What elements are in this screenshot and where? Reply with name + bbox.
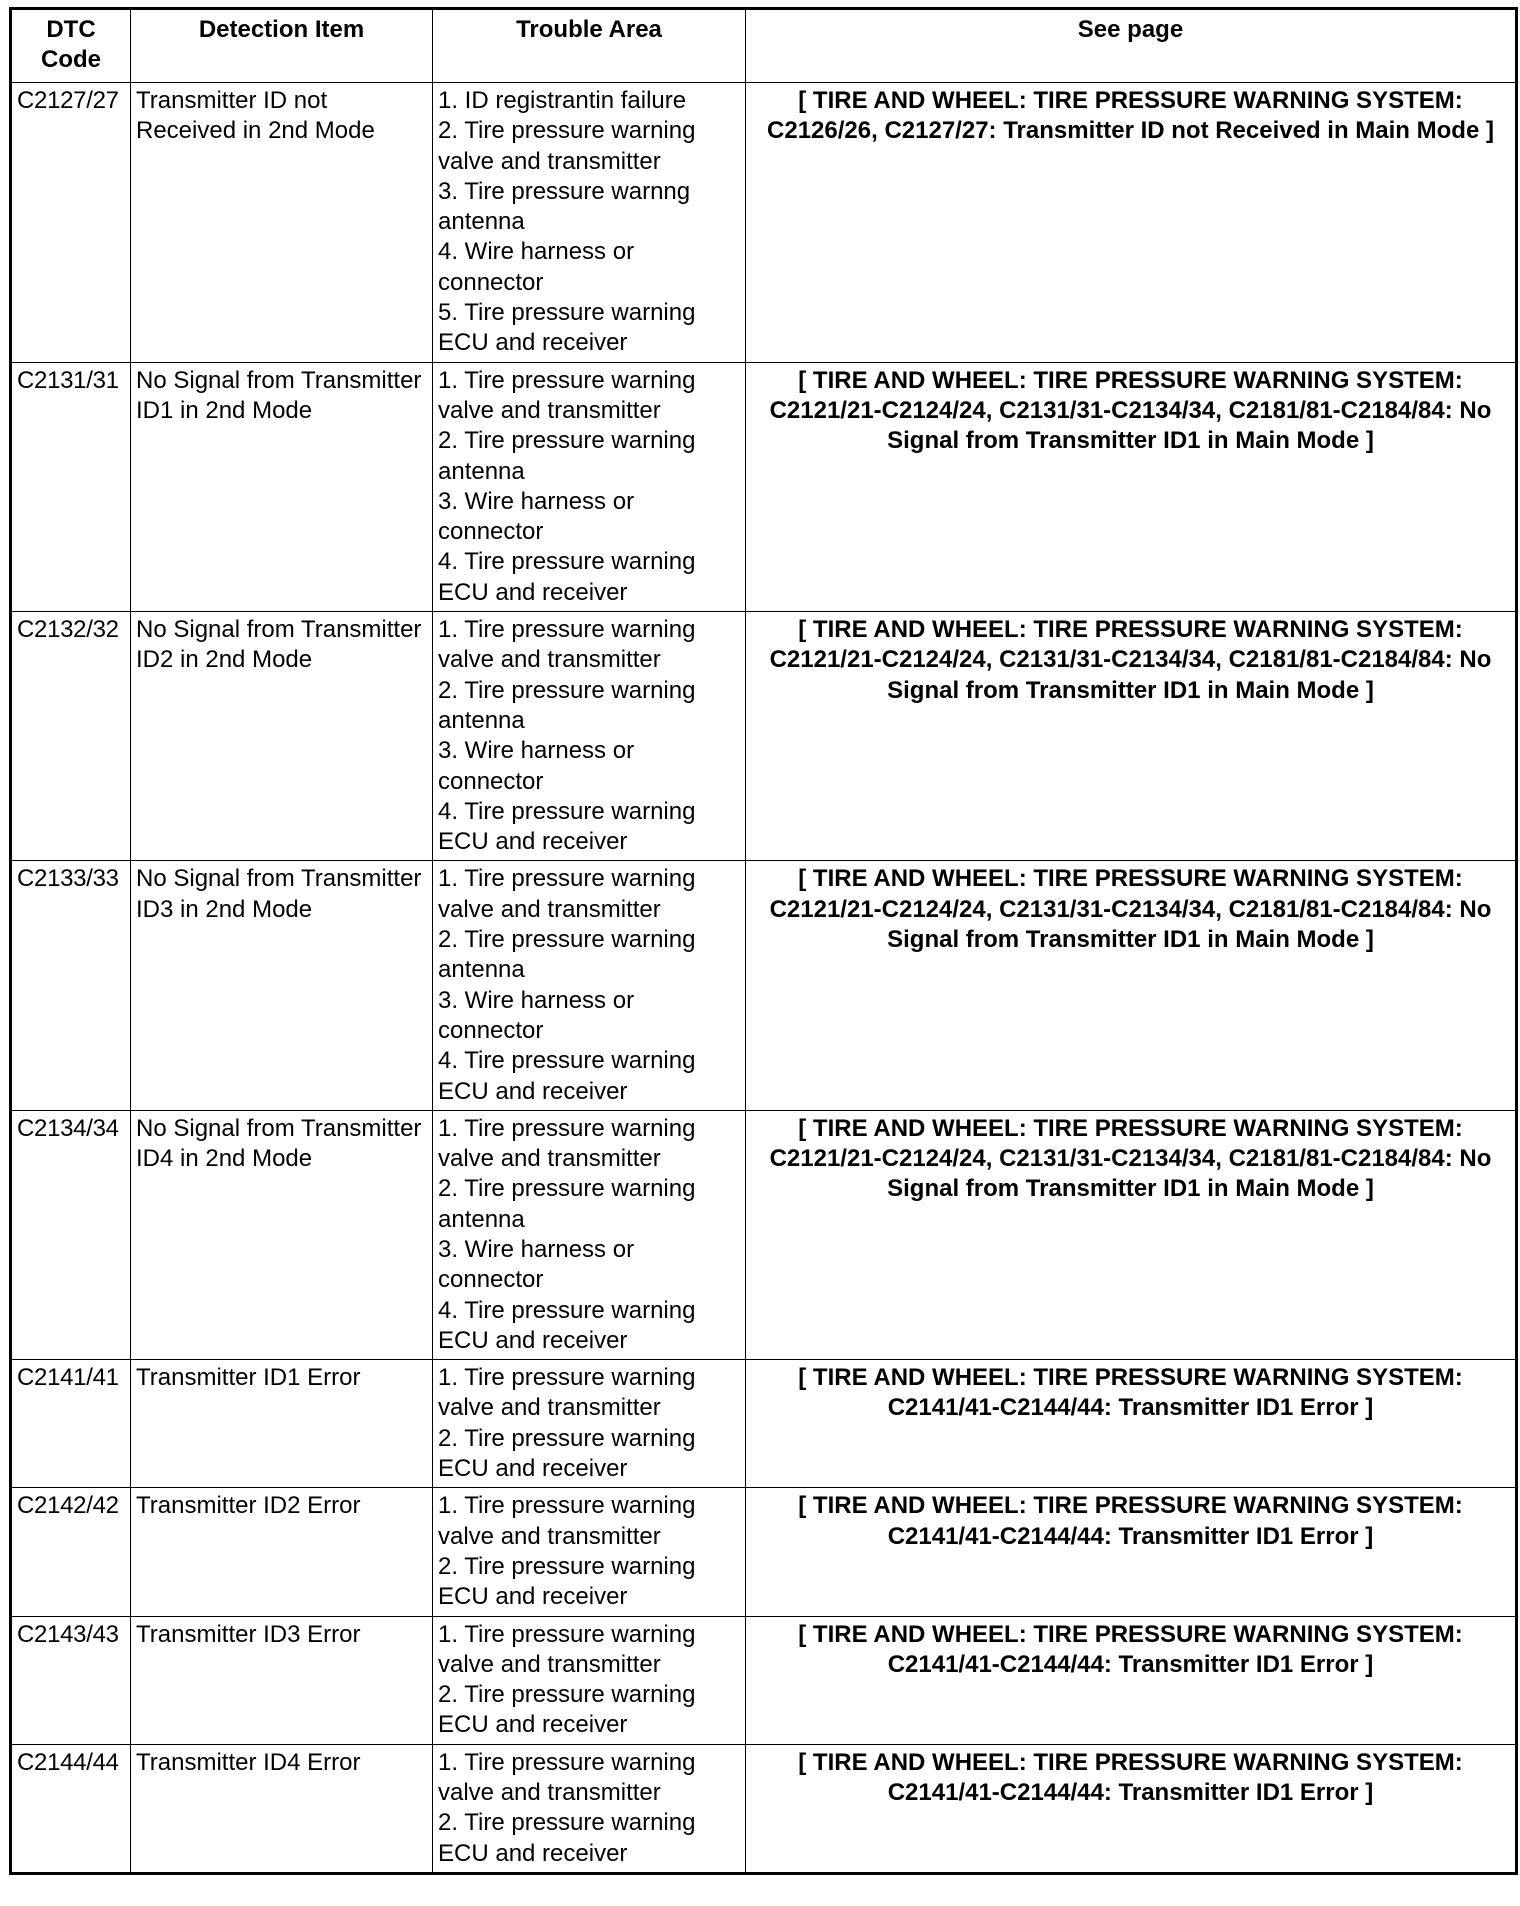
trouble-area-cell [433, 1360, 746, 1488]
trouble-area-item: 4. Tire pressure warning ECU and receiver [438, 548, 696, 606]
detection-item-cell: Transmitter ID1 Error [131, 1360, 433, 1488]
header-trouble-area: Trouble Area [433, 9, 746, 83]
trouble-area-cell [433, 1488, 746, 1616]
trouble-area-item: 1. Tire pressure warning valve and transmitter [438, 1620, 696, 1678]
detection-item-cell: No Signal from Transmitter ID3 in 2nd Mode [131, 861, 433, 1110]
trouble-area-cell [433, 1744, 746, 1873]
table-row [11, 362, 1517, 611]
dtc-code-cell: C2132/32 [11, 612, 131, 861]
dtc-code-cell: C2127/27 [11, 83, 131, 363]
dtc-code-cell: C2142/42 [11, 1488, 131, 1616]
header-detection-item: Detection Item [131, 9, 433, 83]
trouble-area-item: 1. Tire pressure warning valve and transmitter [438, 1492, 696, 1550]
trouble-area-item: 5. Tire pressure warning ECU and receiver [438, 299, 696, 357]
trouble-area-item: 2. Tire pressure warning valve and transmitter [438, 117, 696, 175]
table-row [11, 1360, 1517, 1488]
trouble-area-item: 2. Tire pressure warning antenna [438, 1175, 696, 1233]
table-row [11, 1110, 1517, 1359]
see-page-link[interactable]: [ TIRE AND WHEEL: TIRE PRESSURE WARNING SYSTEM: C2121/21-C2124/24, C2131/31-C2134/34, C2181/81-C2184/84: No Signal from Transmitter ID1 in Main Mode ] [746, 362, 1517, 611]
detection-item-cell: Transmitter ID3 Error [131, 1616, 433, 1744]
see-page-link[interactable]: [ TIRE AND WHEEL: TIRE PRESSURE WARNING SYSTEM: C2141/41-C2144/44: Transmitter ID1 Error ] [746, 1488, 1517, 1616]
table-body [11, 83, 1517, 1874]
trouble-area-item: 4. Tire pressure warning ECU and receiver [438, 1296, 696, 1354]
trouble-area-item: 4. Tire pressure warning ECU and receiver [438, 797, 696, 856]
trouble-area-item: 2. Tire pressure warning ECU and receiver [438, 1681, 696, 1739]
dtc-code-cell: C2141/41 [11, 1360, 131, 1488]
detection-item-cell: No Signal from Transmitter ID2 in 2nd Mode [131, 612, 433, 861]
header-dtc-code: DTC Code [11, 9, 131, 83]
see-page-link[interactable]: [ TIRE AND WHEEL: TIRE PRESSURE WARNING SYSTEM: C2121/21-C2124/24, C2131/31-C2134/34, C2181/81-C2184/84: No Signal from Transmitter ID1 in Main Mode ] [746, 1110, 1517, 1359]
dtc-table [9, 7, 1518, 1875]
trouble-area-item: 1. Tire pressure warning valve and transmitter [438, 1114, 696, 1173]
table-header-row [11, 9, 1517, 83]
see-page-link[interactable]: [ TIRE AND WHEEL: TIRE PRESSURE WARNING SYSTEM: C2121/21-C2124/24, C2131/31-C2134/34, C2181/81-C2184/84: No Signal from Transmitter ID1 in Main Mode ] [746, 612, 1517, 861]
trouble-area-item: 4. Tire pressure warning ECU and receiver [438, 1047, 696, 1105]
trouble-area-cell [433, 83, 746, 363]
trouble-area-cell [433, 612, 746, 861]
dtc-code-cell: C2143/43 [11, 1616, 131, 1744]
trouble-area-item: 1. Tire pressure warning valve and transmitter [438, 1748, 696, 1807]
table-row [11, 83, 1517, 363]
dtc-code-cell: C2131/31 [11, 362, 131, 611]
dtc-code-cell: C2133/33 [11, 861, 131, 1110]
trouble-area-cell [433, 1616, 746, 1744]
trouble-area-item: 2. Tire pressure warning antenna [438, 676, 696, 734]
see-page-link[interactable]: [ TIRE AND WHEEL: TIRE PRESSURE WARNING SYSTEM: C2141/41-C2144/44: Transmitter ID1 Error ] [746, 1744, 1517, 1873]
table-row [11, 612, 1517, 861]
trouble-area-item: 2. Tire pressure warning ECU and receiver [438, 1809, 696, 1867]
trouble-area-item: 3. Wire harness or connector [438, 487, 635, 546]
trouble-area-item: 1. Tire pressure warning valve and transmitter [438, 616, 696, 674]
detection-item-cell: Transmitter ID not Received in 2nd Mode [131, 83, 433, 363]
trouble-area-item: 3. Wire harness or connector [438, 737, 635, 795]
see-page-link[interactable]: [ TIRE AND WHEEL: TIRE PRESSURE WARNING SYSTEM: C2141/41-C2144/44: Transmitter ID1 Error ] [746, 1360, 1517, 1488]
see-page-link[interactable]: [ TIRE AND WHEEL: TIRE PRESSURE WARNING SYSTEM: C2141/41-C2144/44: Transmitter ID1 Error ] [746, 1616, 1517, 1744]
trouble-area-item: 1. Tire pressure warning valve and transmitter [438, 366, 696, 424]
trouble-area-item: 2. Tire pressure warning ECU and receiver [438, 1552, 696, 1611]
trouble-area-item: 2. Tire pressure warning ECU and receiver [438, 1424, 696, 1483]
detection-item-cell: Transmitter ID4 Error [131, 1744, 433, 1873]
dtc-code-cell: C2144/44 [11, 1744, 131, 1873]
trouble-area-item: 3. Wire harness or connector [438, 1235, 635, 1294]
trouble-area-item: 3. Tire pressure warnng antenna [438, 177, 691, 236]
trouble-area-item: 2. Tire pressure warning antenna [438, 926, 696, 984]
trouble-area-cell [433, 1110, 746, 1359]
dtc-code-cell: C2134/34 [11, 1110, 131, 1359]
trouble-area-item: 2. Tire pressure warning antenna [438, 427, 696, 485]
trouble-area-item: 3. Wire harness or connector [438, 986, 635, 1044]
table-row [11, 861, 1517, 1110]
header-see-page: See page [746, 9, 1517, 83]
trouble-area-cell [433, 362, 746, 611]
dtc-document [9, 7, 1515, 1875]
see-page-link[interactable]: [ TIRE AND WHEEL: TIRE PRESSURE WARNING SYSTEM: C2126/26, C2127/27: Transmitter ID not Received in Main Mode ] [746, 83, 1517, 363]
detection-item-cell: No Signal from Transmitter ID4 in 2nd Mode [131, 1110, 433, 1359]
detection-item-cell: No Signal from Transmitter ID1 in 2nd Mode [131, 362, 433, 611]
table-row [11, 1488, 1517, 1616]
detection-item-cell: Transmitter ID2 Error [131, 1488, 433, 1616]
see-page-link[interactable]: [ TIRE AND WHEEL: TIRE PRESSURE WARNING SYSTEM: C2121/21-C2124/24, C2131/31-C2134/34, C2181/81-C2184/84: No Signal from Transmitter ID1 in Main Mode ] [746, 861, 1517, 1110]
trouble-area-cell [433, 861, 746, 1110]
trouble-area-item: 1. Tire pressure warning valve and transmitter [438, 865, 696, 923]
trouble-area-item: 4. Wire harness or connector [438, 238, 635, 296]
table-row [11, 1616, 1517, 1744]
trouble-area-item: 1. Tire pressure warning valve and transmitter [438, 1364, 696, 1422]
trouble-area-item: 1. ID registrantin failure [438, 87, 687, 114]
table-row [11, 1744, 1517, 1873]
